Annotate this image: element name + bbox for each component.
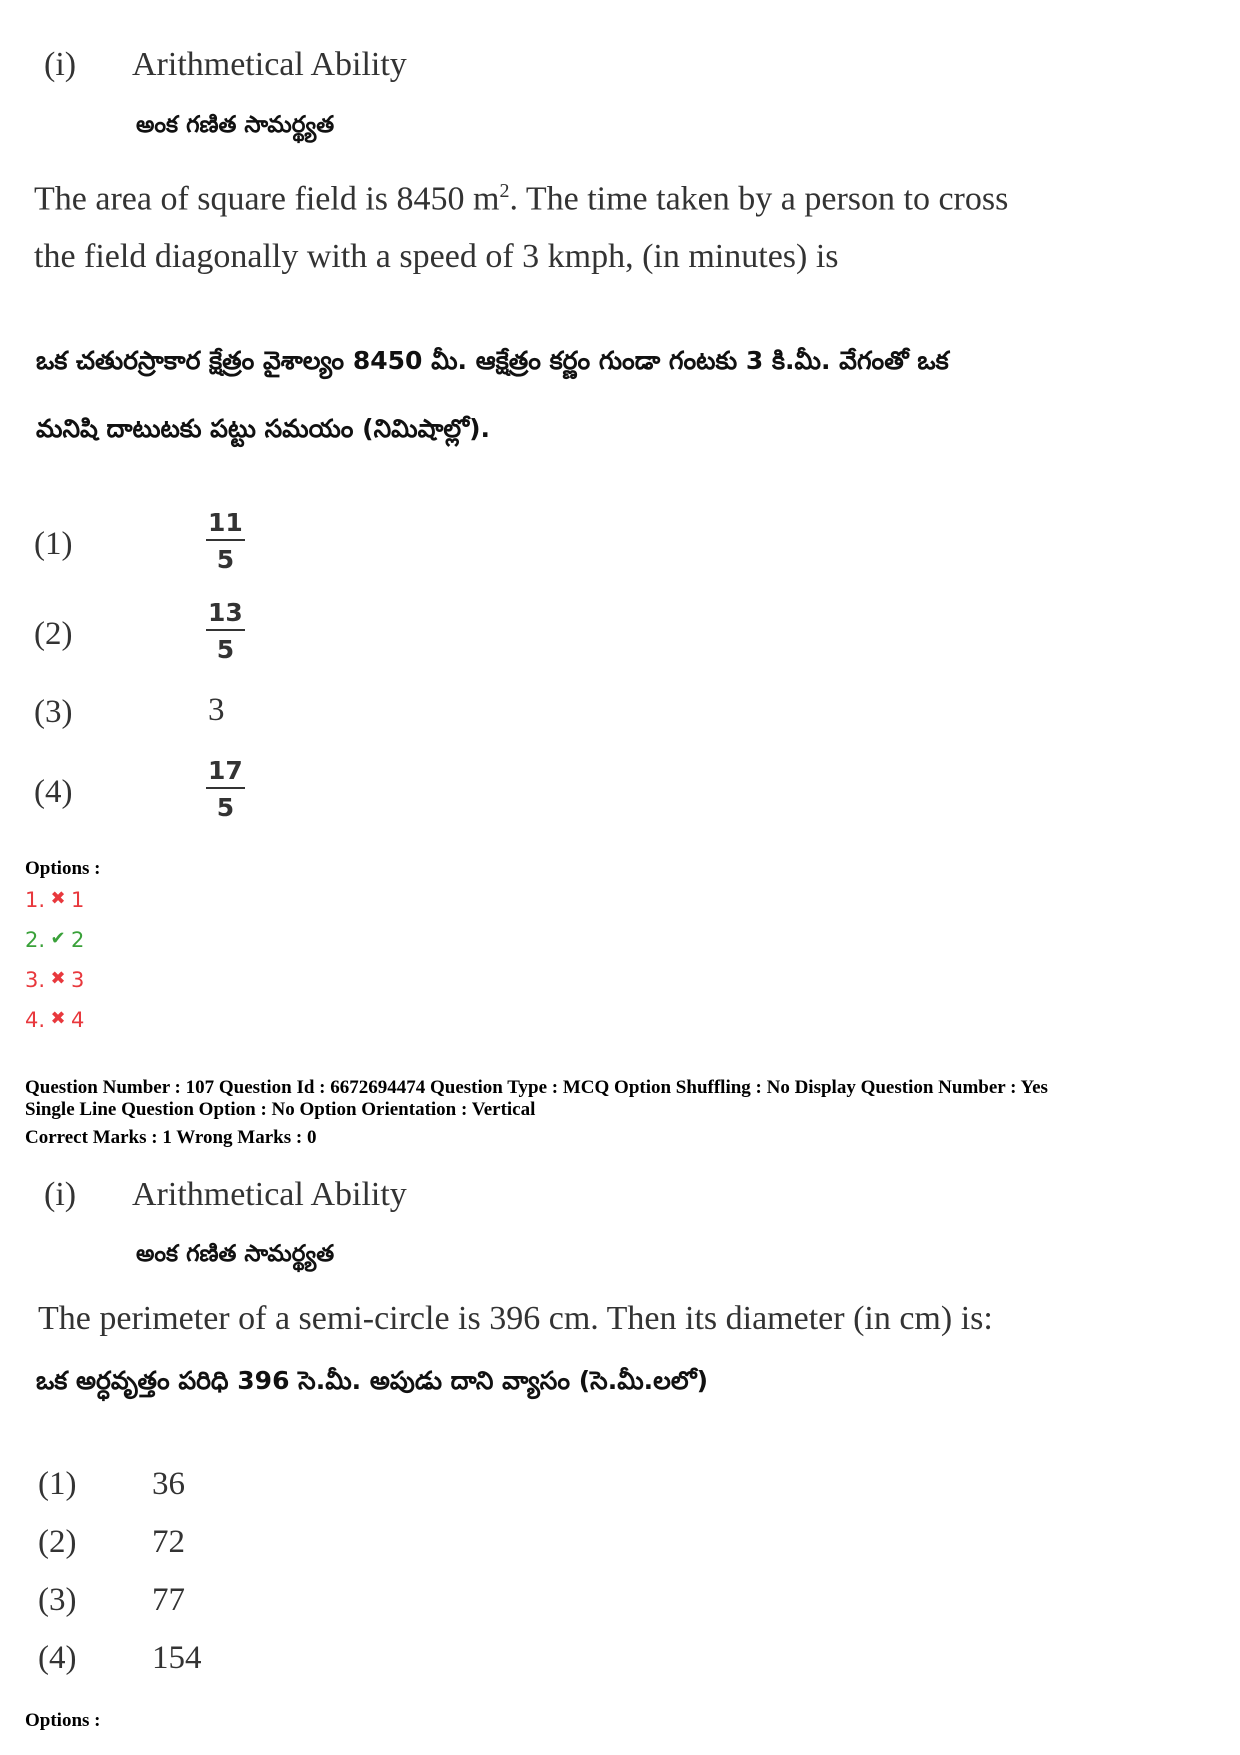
- answer-option: 3. ✖ 3: [25, 968, 85, 992]
- option-number: (3): [34, 694, 73, 730]
- option-fraction: [206, 758, 245, 820]
- fraction-numerator: 17: [206, 758, 245, 789]
- question-stem-line-2: the field diagonally with a speed of 3 kmph, (in minutes) is: [34, 238, 839, 275]
- question-stem-telugu-line-2: మనిషి దాటుటకు పట్టు సమయం (నిమిషాల్లో).: [36, 414, 490, 443]
- fraction-denominator: 5: [216, 545, 235, 574]
- option-value: 154: [152, 1640, 202, 1676]
- question-stem-telugu-line-1: ఒక చతురస్రాకార క్షేత్రం వైశాల్యం 8450 మీ. ఆక్షేత్రం కర్ణం గుండా గంటకు 3 కి.మీ. వేగంతో ఒక: [36, 346, 949, 375]
- option-value: 3: [208, 692, 225, 728]
- option-number: (4): [38, 1640, 77, 1676]
- fraction-denominator: 5: [216, 635, 235, 664]
- answer-option: 4. ✖ 4: [25, 1008, 85, 1032]
- option-value: 72: [152, 1524, 185, 1560]
- answer-option: 1. ✖ 1: [25, 888, 85, 912]
- question-meta-line-1: Question Number : 107 Question Id : 6672694474 Question Type : MCQ Option Shuffling : No Display Question Number : Yes: [25, 1077, 1048, 1098]
- option-fraction: [206, 510, 245, 572]
- option-number: (2): [34, 616, 73, 652]
- options-label: Options :: [25, 1710, 101, 1731]
- question-stem: The perimeter of a semi-circle is 396 cm. Then its diameter (in cm) is:: [38, 1300, 993, 1337]
- fraction-denominator: 5: [216, 793, 235, 822]
- option-value: 36: [152, 1466, 185, 1502]
- question-meta-line-2: Single Line Question Option : No Option Orientation : Vertical: [25, 1099, 536, 1120]
- option-number: (2): [38, 1524, 77, 1560]
- question-stem-line-1: The area of square field is 8450 $m^2$. The time taken by a person to cross: [34, 180, 1009, 218]
- answer-option-correct: 2. ✔ 2: [25, 928, 85, 952]
- section-number: (i): [44, 46, 77, 83]
- cross-icon: ✖: [50, 1008, 66, 1029]
- option-number: (4): [34, 774, 73, 810]
- option-value: 77: [152, 1582, 185, 1618]
- section-title-telugu: అంక గణిత సామర్థ్యత: [136, 1241, 335, 1267]
- fraction-numerator: 13: [206, 600, 245, 631]
- question-meta-line-3: Correct Marks : 1 Wrong Marks : 0: [25, 1127, 317, 1148]
- section-title: Arithmetical Ability: [132, 1176, 407, 1213]
- option-fraction: [206, 600, 245, 662]
- section-title: Arithmetical Ability: [132, 46, 407, 83]
- options-label: Options :: [25, 858, 101, 879]
- section-number: (i): [44, 1176, 77, 1213]
- question-stem-telugu: ఒక అర్ధవృత్తం పరిధి 396 సె.మీ. అపుడు దాని వ్యాసం (సె.మీ.లలో): [36, 1366, 709, 1395]
- option-number: (3): [38, 1582, 77, 1618]
- option-number: (1): [38, 1466, 77, 1502]
- cross-icon: ✖: [50, 888, 66, 909]
- check-icon: ✔: [50, 928, 66, 949]
- fraction-numerator: 11: [206, 510, 245, 541]
- option-number: (1): [34, 526, 73, 562]
- cross-icon: ✖: [50, 968, 66, 989]
- section-title-telugu: అంక గణిత సామర్థ్యత: [136, 112, 335, 138]
